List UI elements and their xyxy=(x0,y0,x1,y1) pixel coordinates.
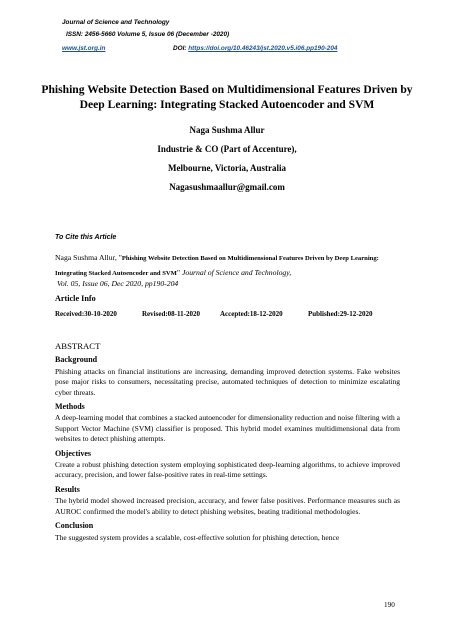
abstract-section-heading: Conclusion xyxy=(55,521,94,531)
journal-issn: ISSN: 2456-5660 Volume 5, Issue 06 (December -2020) xyxy=(66,30,230,38)
date-received: Received:30-10-2020 xyxy=(55,310,117,318)
cite-heading: To Cite this Article xyxy=(55,234,117,241)
abstract-section-text: The hybrid model showed increased precision, accuracy, and fewer false positives. Performance measures such as AUROC confirmed the model's ability to detect phishing websites, beating traditional methodologies. xyxy=(55,496,400,516)
date-revised: Revised:08-11-2020 xyxy=(142,310,200,318)
citation-title: Phishing Website Detection Based on Multidimensional Features Driven by Deep Learning: Integrating Stacked Autoencoder and SVM xyxy=(55,255,379,277)
abstract-section-text: Create a robust phishing detection system employing sophisticated deep-learning algorithms, to achieve improved accuracy, precision, and lower false-positive rates in real-time settings. xyxy=(55,460,400,480)
abstract-section-heading: Methods xyxy=(55,402,85,412)
author-location: Melbourne, Victoria, Australia xyxy=(168,163,286,173)
date-accepted: Accepted:18-12-2020 xyxy=(220,310,283,318)
author-email: Nagasushmaallur@gmail.com xyxy=(169,182,285,192)
abstract-section-heading: Results xyxy=(55,484,80,494)
citation-close-quote: " xyxy=(176,268,182,277)
date-published: Published:29-12-2020 xyxy=(308,310,373,318)
abstract-heading: ABSTRACT xyxy=(55,341,101,351)
page-number: 190 xyxy=(384,601,395,609)
citation-author: Naga Sushma Allur, xyxy=(55,253,119,262)
abstract-section-text: The suggested system provides a scalable, cost-effective solution for phishing detection, hence xyxy=(55,532,340,542)
abstract-section-heading: Background xyxy=(55,355,98,365)
abstract-section-heading: Objectives xyxy=(55,448,91,458)
abstract-section-text: Phishing attacks on financial institutions are increasing, demanding improved detection systems. Fake websites pose major risks to consumers, necessitating precise, automated techniques of detection to minimize escalating cyber threats. xyxy=(55,366,400,397)
citation-journal: Journal of Science and Technology, xyxy=(181,268,292,277)
citation-volume: Vol. 05, Issue 06, Dec 2020, pp190-204 xyxy=(57,279,179,288)
abstract xyxy=(55,341,400,543)
doi-label: DOI: xyxy=(173,45,189,52)
journal-header xyxy=(62,17,422,56)
citation xyxy=(55,251,405,281)
paper-title: Phishing Website Detection Based on Multidimensional Features Driven by Deep Learning: Integrating Stacked Autoencoder and SVM xyxy=(41,83,413,111)
author-block xyxy=(40,121,414,197)
website-link[interactable]: www.jst.org.in xyxy=(62,45,106,52)
journal-name: Journal of Science and Technology xyxy=(62,19,170,26)
author-name: Naga Sushma Allur xyxy=(189,125,265,135)
abstract-section-text: A deep-learning model that combines a stacked autoencoder for dimensionality reduction and noise filtering with a Support Vector Machine (SVM) classifier is proposed. This hybrid model examines multidimensional data from websites to detect phishing attempts. xyxy=(55,413,400,444)
author-affiliation: Industrie & CO (Part of Accenture), xyxy=(157,144,297,154)
doi-link[interactable]: https://doi.org/10.46243/jst.2020.v5.i06.pp190-204 xyxy=(188,45,338,52)
article-info-heading: Article Info xyxy=(55,294,96,303)
citation-open-quote: " xyxy=(118,253,122,262)
